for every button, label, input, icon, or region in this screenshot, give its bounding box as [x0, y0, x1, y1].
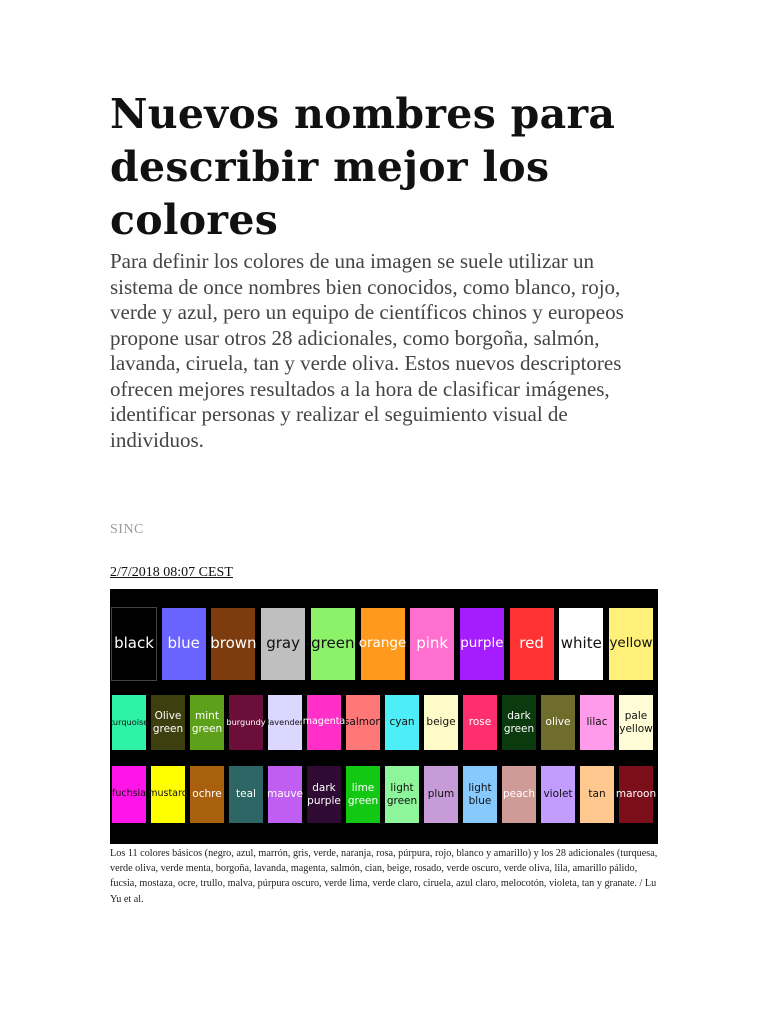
article-lead: Para definir los colores de una imagen se suele utilizar un sistema de once nombres bien conocidos, como blanco, rojo, verde y azul, pero un equipo de científicos chinos y europeos propone usar otros 28 adicionales, como borgoña, salmón, lavanda, ciruela, tan y verde oliva. Estos nuevos descriptores ofrecen mejores resultados a la hora de clasificar imágenes, identificar personas y realizar el seguimiento visual de individuos.: [110, 249, 624, 452]
color-swatch-white: white: [559, 608, 603, 680]
color-swatch-peach: peach: [502, 766, 536, 823]
color-swatch-lavender: lavender: [268, 695, 302, 750]
color-swatch-brown: brown: [211, 608, 255, 680]
article-date-link[interactable]: 2/7/2018 08:07 CEST: [110, 565, 233, 580]
color-swatch-beige: beige: [424, 695, 458, 750]
color-swatch-turquoise: turquoise: [112, 695, 146, 750]
color-swatch-violet: violet: [541, 766, 575, 823]
color-swatch-mustard: mustard: [151, 766, 185, 823]
color-swatch-lilac: lilac: [580, 695, 614, 750]
color-swatch-olive-green: Olive green: [151, 695, 185, 750]
color-swatch-teal: teal: [229, 766, 263, 823]
color-swatch-ochre: ochre: [190, 766, 224, 823]
article-source: SINC: [110, 522, 144, 537]
color-swatch-green: green: [311, 608, 355, 680]
color-swatch-red: red: [510, 608, 554, 680]
color-swatch-light-blue: light blue: [463, 766, 497, 823]
color-swatch-pink: pink: [410, 608, 454, 680]
color-swatch-dark-green: dark green: [502, 695, 536, 750]
color-swatch-lime-green: lime green: [346, 766, 380, 823]
color-swatch-black: black: [112, 608, 156, 680]
color-swatch-olive: olive: [541, 695, 575, 750]
color-swatch-blue: blue: [162, 608, 206, 680]
color-swatch-maroon: maroon: [619, 766, 653, 823]
color-swatch-tan: tan: [580, 766, 614, 823]
color-swatch-mauve: mauve: [268, 766, 302, 823]
color-swatch-pale-yellow: pale yellow: [619, 695, 653, 750]
color-swatch-plum: plum: [424, 766, 458, 823]
color-swatch-dark-purple: dark purple: [307, 766, 341, 823]
color-swatch-gray: gray: [261, 608, 305, 680]
color-swatch-salmon: salmon: [346, 695, 380, 750]
color-swatch-mint-green: mint green: [190, 695, 224, 750]
color-swatch-yellow: yellow: [609, 608, 653, 680]
color-swatch-magenta: magenta: [307, 695, 341, 750]
color-swatch-figure: [110, 589, 658, 844]
color-swatch-rose: rose: [463, 695, 497, 750]
color-swatch-fuchsia: fuchsia: [112, 766, 146, 823]
color-swatch-orange: orange: [361, 608, 405, 680]
color-swatch-light-green: light green: [385, 766, 419, 823]
color-swatch-purple: purple: [460, 608, 504, 680]
figure-caption: Los 11 colores básicos (negro, azul, marrón, gris, verde, naranja, rosa, púrpura, rojo, blanco y amarillo) y los 28 adicionales (turquesa, verde oliva, verde menta, borgoña, lavanda, magenta, salmón, cian, beige, rosado, verde oscuro, verde oliva, lila, amarillo pálido, fucsia, mostaza, ocre, trullo, malva, púrpura oscuro, verde lima, verde claro, ciruela, azul claro, melocotón, violeta, tan y granate. / Lu Yu et al.: [110, 848, 658, 905]
color-swatch-cyan: cyan: [385, 695, 419, 750]
article: [109, 88, 660, 905]
article-title: Nuevos nombres para describir mejor los colores: [110, 90, 616, 244]
color-swatch-burgundy: burgundy: [229, 695, 263, 750]
